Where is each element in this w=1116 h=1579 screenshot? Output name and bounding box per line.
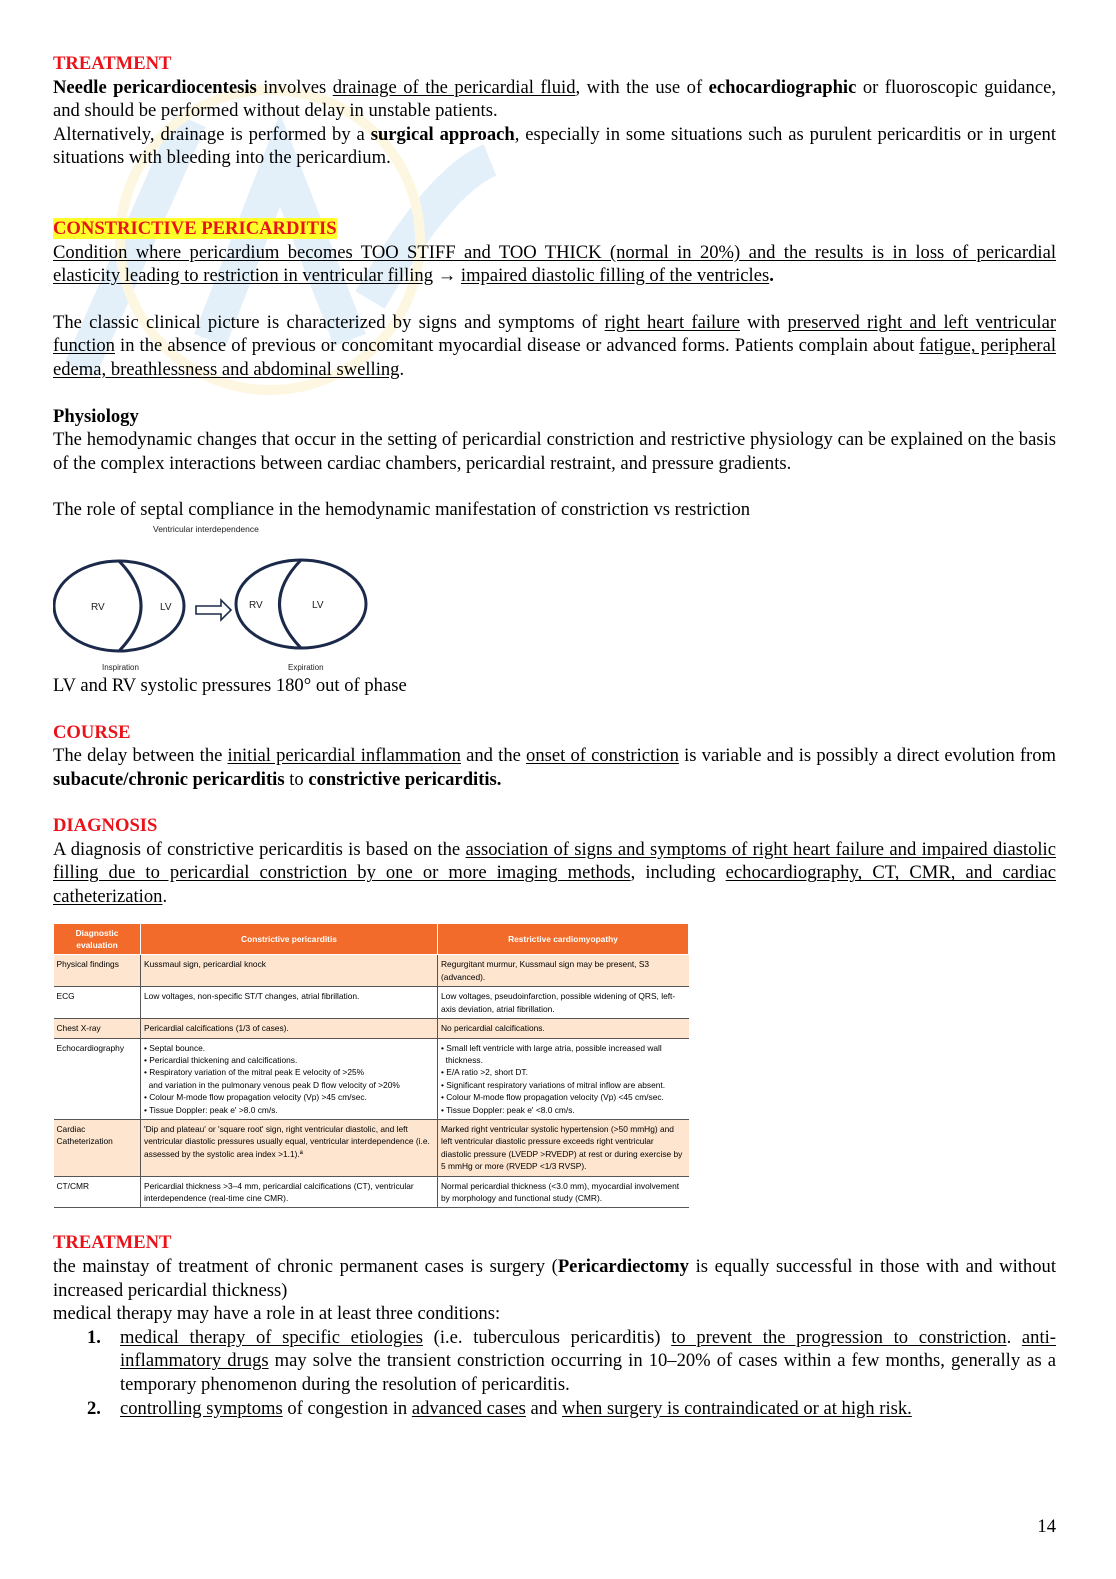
- treatment2-intro: medical therapy may have a role in at least three conditions:: [53, 1303, 501, 1325]
- table-cell: • Small left ventricle with large atria, possible increased wall thickness. • E/A ratio >2, short DT. • Significant respiratory variations of mitral inflow are absent. • Colour M-mode flow propagation velocity (Vp) <45 cm/sec. • Tissue Doppler: peak e' <8.0 cm/s.: [438, 1038, 689, 1119]
- ventricular-interdependence-diagram: [53, 524, 383, 674]
- diagnosis-heading: DIAGNOSIS: [53, 815, 158, 837]
- table-row: [54, 987, 689, 1019]
- expiration-label: Expiration: [288, 662, 324, 672]
- clinical-picture: The classic clinical picture is characterized by signs and symptoms of right heart failure with preserved right and left ventricular function in the absence of previous or concomitant myocardial disease or advanced forms. Patients complain about fatigue, peripheral edema, breathlessness and abdominal swelling.: [53, 311, 1057, 380]
- table-cell: • Septal bounce. • Pericardial thickening and calcifications. • Respiratory variation of the mitral peak E velocity of >25% and variation in the pulmonary venous peak D flow velocity of >20% • Colour M-mode flow propagation velocity (Vp) >45 cm/sec. • Tissue Doppler: peak e' >8.0 cm/s.: [141, 1038, 438, 1119]
- lv-label-inspiration: LV: [160, 601, 172, 613]
- document-page: [53, 52, 1056, 1420]
- table-cell: Pericardial calcifications (1/3 of cases).: [141, 1019, 438, 1038]
- treatment2-text: the mainstay of treatment of chronic permanent cases is surgery (Pericardiectomy is equally successful in those with and without increased pericardial thickness): [53, 1255, 1056, 1301]
- treatment-list: [53, 1326, 1056, 1420]
- table-cell: Cardiac Catheterization: [54, 1119, 141, 1176]
- table-cell: Marked right ventricular systolic hypertension (>50 mmHg) and left ventricular diastolic pressure exceeds right ventricular diastolic pressure (LVEDP >RVEDP) at rest or during exercise by 5 mmHg or more (RVEDP <1/3 RVSP).: [438, 1119, 689, 1176]
- treatment-paragraph-1: Needle pericardiocentesis involves drainage of the pericardial fluid, with the use of echocardiographic or fluoroscopic guidance, and should be performed without delay in unstable patients.: [53, 76, 1056, 122]
- table-header: Restrictive cardiomyopathy: [438, 923, 689, 955]
- table-header-row: [54, 923, 689, 955]
- septum-inspiration: [119, 561, 141, 651]
- diagram-caption: LV and RV systolic pressures 180° out of phase: [53, 674, 407, 696]
- arrow-icon: [196, 600, 231, 620]
- treatment-heading: TREATMENT: [53, 53, 172, 74]
- treatment2-heading: TREATMENT: [53, 1232, 172, 1254]
- treatment-paragraph-2: Alternatively, drainage is performed by a surgical approach, especially in some situations such as purulent pericarditis or in urgent situations with bleeding into the pericardium.: [53, 123, 1057, 169]
- table-row: [54, 1019, 689, 1038]
- constrictive-heading: CONSTRICTIVE PERICARDITIS: [53, 217, 337, 239]
- table-row: [54, 1038, 689, 1119]
- inspiration-label: Inspiration: [102, 662, 139, 672]
- table-row: [54, 1176, 689, 1208]
- lv-label-expiration: LV: [312, 599, 324, 611]
- table-cell: Chest X-ray: [54, 1019, 141, 1038]
- table-cell: ECG: [54, 987, 141, 1019]
- table-cell: CT/CMR: [54, 1176, 141, 1208]
- table-cell: Pericardial thickness >3–4 mm, pericardial calcifications (CT), ventricular interdependence (real-time cine CMR).: [141, 1176, 438, 1208]
- table-cell: Normal pericardial thickness (<3.0 mm), myocardial involvement by morphology and functional study (CMR).: [438, 1176, 689, 1208]
- table-cell: Regurgitant murmur, Kussmaul sign may be present, S3 (advanced).: [438, 955, 689, 987]
- table-cell: Low voltages, non-specific ST/T changes, atrial fibrillation.: [141, 987, 438, 1019]
- list-item: 1. medical therapy of specific etiologies (i.e. tuberculous pericarditis) to prevent the progression to constriction. anti-inflammatory drugs may solve the transient constriction occurring in 10–20% of cases within a few months, generally as a temporary phenomenon during the resolution of pericarditis.: [87, 1326, 1057, 1395]
- diagnosis-text: A diagnosis of constrictive pericarditis is based on the association of signs and symptoms of right heart failure and impaired diastolic filling due to pericardial constriction by one or more imaging methods, including echocardiography, CT, CMR, and cardiac catheterization.: [53, 838, 1057, 908]
- table-header: Diagnostic evaluation: [54, 923, 141, 955]
- physiology-heading: Physiology: [53, 405, 139, 427]
- diagram-title: Ventricular interdependence: [153, 523, 259, 534]
- table-row: [54, 1119, 689, 1176]
- table-header: Constrictive pericarditis: [141, 923, 438, 955]
- course-heading: COURSE: [53, 721, 131, 743]
- table-cell: No pericardial calcifications.: [438, 1019, 689, 1038]
- constrictive-definition: Condition where pericardium becomes TOO STIFF and TOO THICK (normal in 20%) and the results is in loss of pericardial elasticity leading to restriction in ventricular filling → impaired diastolic filling of the ventricles.: [53, 241, 1056, 287]
- septum-expiration: [280, 560, 302, 648]
- page-number: 14: [1037, 1516, 1056, 1537]
- septal-compliance-text: The role of septal compliance in the hemodynamic manifestation of constriction vs restriction: [53, 499, 751, 521]
- rv-label-inspiration: RV: [91, 601, 105, 613]
- physiology-text: The hemodynamic changes that occur in the setting of pericardial constriction and restrictive physiology can be explained on the basis of the complex interactions between cardiac chambers, pericardial restraint, and pressure gradients.: [53, 429, 1056, 474]
- rv-label-expiration: RV: [249, 599, 263, 611]
- diagnostic-table: [53, 923, 689, 1209]
- diagram-svg: [53, 524, 383, 674]
- table-cell: Kussmaul sign, pericardial knock: [141, 955, 438, 987]
- table-cell: Echocardiography: [54, 1038, 141, 1119]
- table-row: [54, 955, 689, 987]
- table-cell: Low voltages, pseudoinfarction, possible widening of QRS, left-axis deviation, atrial fibrillation.: [438, 987, 689, 1019]
- table-cell: Physical findings: [54, 955, 141, 987]
- table-cell: 'Dip and plateau' or 'square root' sign, right ventricular diastolic, and left ventricular diastolic pressures usually equal, ventricular interdependence (i.e. assessed by the systolic area index >1.1).ª: [141, 1119, 438, 1176]
- list-item: 2. controlling symptoms of congestion in advanced cases and when surgery is contraindicated or at high risk.: [87, 1397, 912, 1419]
- course-text: The delay between the initial pericardial inflammation and the onset of constriction is variable and is possibly a direct evolution from subacute/chronic pericarditis to constrictive pericarditis.: [53, 745, 1056, 790]
